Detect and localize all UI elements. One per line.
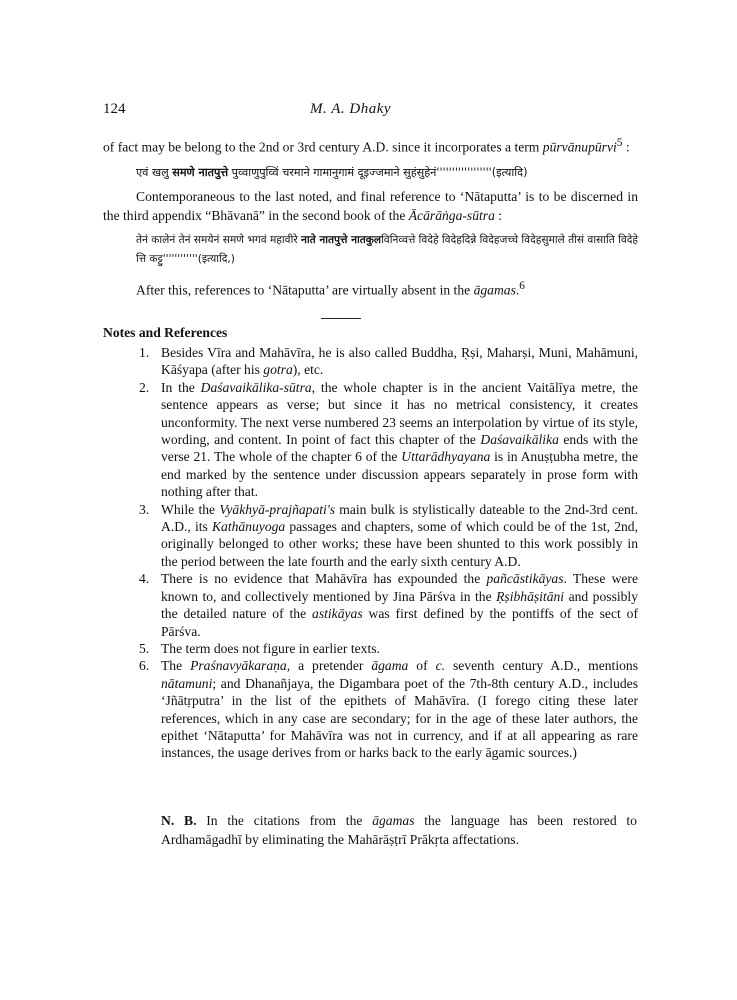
quote-text: तेनं कालेनं तेनं समयेनं समणे भगवं महावीरे [136,234,302,247]
text-run: : [494,207,503,223]
text-run: The term does not figure in earlier texts. [161,640,380,656]
italic-term: Daśavaikālika-sūtra [200,379,312,395]
quote-bold: नाते नातपुत्ते नातकुल [301,234,382,247]
italic-term: āgamas [372,813,415,828]
paragraph-after: After this, references to ‘Nātaputta’ are virtually absent in the āgamas.$^6$ [136,280,525,298]
text-run: passages and chapters, some of which could be of the 1st, 2nd, originally belonged to other works; these have been shunted to this work possibly in the period between the late fourth and the early sixth century A.D. [161,519,638,569]
italic-term: āgama [371,658,409,674]
text-run: Contemporaneous to the last noted, and final reference to ‘Nātaputta’ is to be discerned in the third appendix “Bhāvanā” in the second book of the [103,189,638,223]
text-run: : [622,139,630,155]
italic-term: Uttarādhyayana [401,449,491,465]
italic-term: astikāyas [312,606,363,622]
italic-term: nātamuni [161,675,213,691]
text-run: In the citations from the [196,813,373,828]
quote-text: एवं खलु [136,166,173,180]
note-number: 1. [139,345,150,360]
note-number: 5. [139,640,150,656]
note-number: 4. [139,571,150,587]
text-run: ), etc. [292,362,324,378]
note-item [103,379,638,501]
text-run: The [161,658,191,674]
text-run: is in Anuṣṭubha metre, the end marked by the sentence under discussion appears separately in prose form with nothing after that. [161,449,638,500]
italic-term: Kathānuyoga [211,519,286,535]
italic-term: pūrvānupūrvi [542,139,617,155]
note-item [103,501,638,571]
paragraph-bhavana [103,188,638,225]
text-run: of fact may be belong to the 2nd or 3rd century A.D. since it incorporates a term [103,139,543,155]
note-item [103,640,638,657]
text-run: In the [161,379,201,395]
notes-heading: Notes and References [103,325,228,340]
text-run: . These were known to, and collectively mentioned by Jina Pārśva in the [161,571,638,604]
text-run: main bulk is stylistically dateable to the 2nd-3rd cent. A.D., its [161,501,638,535]
italic-term: Daśavaikālika [480,432,559,448]
footnote-ref: 6 [519,280,525,293]
text-run: After this, references to ‘Nātaputta’ are virtually absent in the [136,282,474,298]
text-run: seventh century A.D., mentions [445,658,638,674]
notes-list [103,344,638,762]
text-run: , a pretender [286,658,372,674]
italic-term: āgamas [473,282,516,298]
text-run: , the whole chapter is in the ancient Vaitālīya metre, the sentence appears as verse; but since it has no metrical consistency, it creates unconformity. The next verse numbered 23 seems an interpolation by virtue of its style, wording, and content. In point of fact this chapter of the [161,379,638,448]
nb-lead: N. B. [161,813,197,828]
page-number: 124 [103,101,126,117]
note-item [103,344,638,379]
quote-bold: समणे नातपुत्ते [172,166,229,180]
text-run: the language has been restored to Ardhamāgadhī by eliminating the Mahārāṣṭrī Prākṛta affectations. [161,813,637,847]
text-run: ; and Dhanañjaya, the Digambara poet of the 7th-8th century A.D., includes ‘Jñātṛputra’ in the list of the epithets of Mahāvīra. (I forego citing these later references, which in any case are secondary; for in the age of these later authors, the epithet ‘Nātaputta’ for Mahāvīra was not in currency, and if at all appearing as rare instances, the usage derives from or harks back to the early āgamic sources.) [161,675,638,761]
note-item [103,570,638,640]
note-number: 3. [139,501,150,517]
section-divider [321,318,361,319]
text-run: While the [161,501,220,517]
italic-term: gotra [263,362,293,378]
sanskrit-quote-2 [103,231,638,269]
body-text [103,134,638,300]
text-run: and possibly the detailed nature of the [161,588,639,622]
note-number: 6. [139,658,150,674]
italic-term: c. [435,658,445,674]
paragraph-continuation [103,134,638,157]
text-run: ends with the verse 21. The whole of the chapter 6 of the [161,432,638,465]
italic-term: Ṛṣibhāṣitāni [496,588,565,604]
italic-term: Praśnavyākaraṇa [190,658,287,674]
note-item [103,657,638,761]
text-run: was first defined by the pontiffs of the sect of Pārśva. [161,606,638,639]
text-run: There is no evidence that Mahāvīra has expounded the [161,571,487,587]
quote-text: विनिव्वत्ते विदेहे विदेहदिन्ने विदेहजच्चे विदेहसुमाले तीसं वासाति विदेहे त्ति कट्टु''''''''''''(इत्यादि,) [136,234,639,266]
sanskrit-quote-1 [103,163,638,182]
italic-term: pañcāstikāyas [486,571,564,587]
quote-text: पुव्वाणुपुव्विं चरमाने गामानुगामं दूइज्जमाने सुहंसुहेनं''''''''''''''''''(इत्यादि) [228,166,528,180]
text-run: of [408,658,436,674]
running-head: M. A. Dhaky [310,101,392,117]
text-run: Besides Vīra and Mahāvīra, he is also called Buddha, Ṛṣi, Maharṣi, Muni, Mahāmuni, Kāśyapa (after his [161,345,638,378]
nota-bene [161,812,637,849]
footnote-ref: 5 [616,137,623,149]
italic-term: Vyākhyā-prajñapati's [219,501,336,517]
italic-term: Ācārāṅga-sūtra [408,207,495,223]
note-number: 2. [139,379,150,395]
